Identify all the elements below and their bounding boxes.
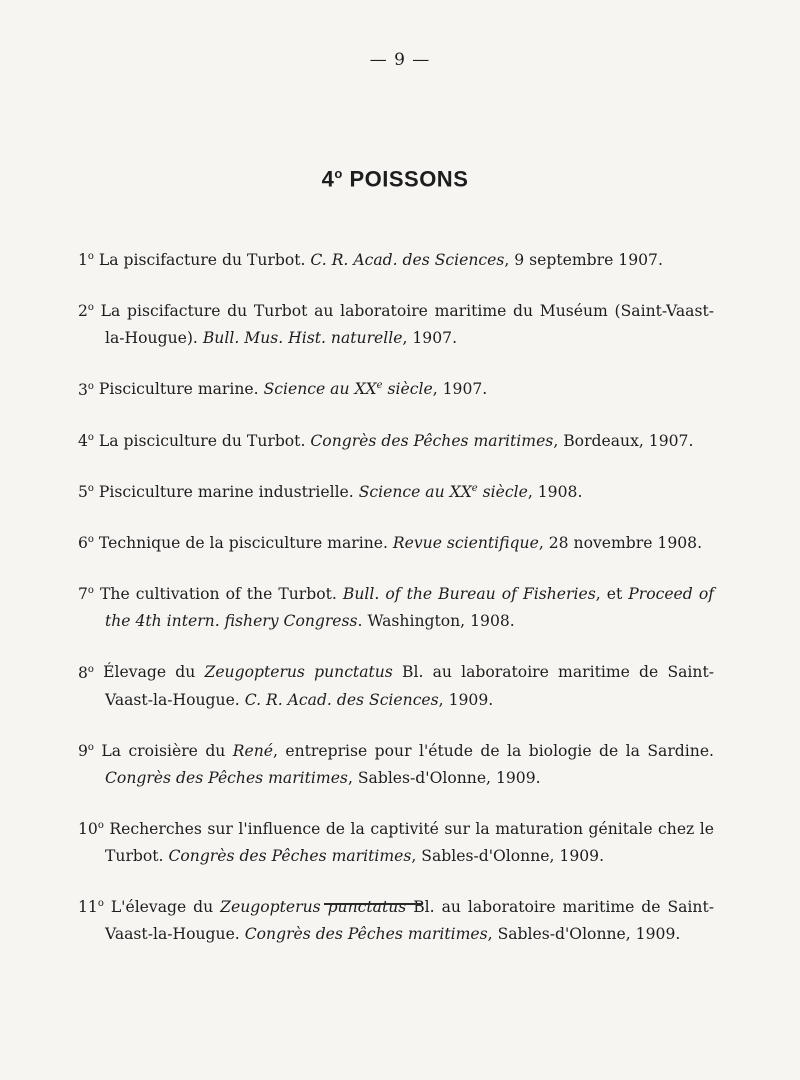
- entry-title-italic: Revue scientifique: [392, 534, 539, 553]
- entry-number: 1$^o$: [78, 251, 94, 270]
- entry-title-italic: e: [376, 380, 383, 392]
- entry-text: , et: [595, 585, 629, 604]
- section-ordinal: o: [334, 166, 343, 181]
- entry-title-italic: Congrès des Pêches maritimes: [105, 768, 348, 787]
- entry-text: The cultivation of the Turbot.: [100, 585, 343, 604]
- entry-title-italic: Zeugopterus punctatus: [204, 663, 393, 682]
- entry-title-italic: René: [232, 741, 274, 760]
- entry-title-italic: Congrès des Pêches maritimes: [244, 925, 488, 944]
- entry-text: La piscifacture du Turbot.: [98, 251, 311, 270]
- entry-title-italic: Bull. Mus. Hist. naturelle: [202, 329, 403, 348]
- entry-number: 10$^o$: [78, 819, 104, 838]
- entry-title-italic: C. R. Acad. des Sciences: [244, 690, 439, 709]
- entry-text: La pisciculture du Turbot.: [98, 431, 311, 450]
- entry-text: La croisière du: [101, 741, 233, 760]
- list-item: [78, 243, 714, 274]
- entry-number: 7$^o$: [78, 585, 94, 604]
- entry-number: 8$^o$: [78, 663, 94, 682]
- entry-number: 2$^o$: [78, 302, 94, 321]
- entry-text: L'élevage du: [110, 898, 221, 917]
- bibliography-list: [78, 243, 714, 968]
- entry-title-italic: Bull. of the Bureau of Fisheries: [342, 585, 596, 604]
- list-item: [78, 734, 714, 792]
- entry-text: . Washington, 1908.: [357, 612, 515, 631]
- entry-text: , entreprise pour l'étude de la biologie de la Sardine.: [273, 741, 714, 760]
- entry-text: , Sables-d'Olonne, 1909.: [487, 925, 681, 944]
- section-number: 4: [321, 166, 335, 192]
- entry-title-italic: Congrès des Pêches maritimes: [168, 846, 412, 865]
- section-title-text: POISSONS: [349, 166, 469, 192]
- entry-text: Bl. au laboratoire maritime de Saint-Vaast-la-Hougue.: [105, 898, 715, 944]
- entry-text: , Sables-d'Olonne, 1909.: [347, 768, 541, 787]
- entry-text: , 1907.: [432, 380, 488, 399]
- entry-text: La piscifacture du Turbot au laboratoire maritime du Muséum (Saint-Vaast-la-Hougue).: [100, 302, 714, 348]
- entry-title-italic: Science au XX: [263, 380, 377, 399]
- entry-number: 11$^o$: [78, 897, 104, 917]
- entry-text: Technique de la pisciculture marine.: [98, 534, 393, 553]
- list-item: [78, 577, 714, 635]
- entry-title-italic: Science au XX: [358, 482, 472, 501]
- list-item: [78, 475, 714, 506]
- list-item: [78, 424, 714, 455]
- entry-title-italic: e: [471, 482, 478, 494]
- entry-text: Pisciculture marine.: [98, 380, 264, 399]
- closing-rule: [324, 903, 422, 905]
- entry-number: 9$^o$: [78, 741, 94, 760]
- list-item: [78, 526, 714, 557]
- entry-text: Pisciculture marine industrielle.: [98, 482, 359, 501]
- list-item: [78, 372, 714, 403]
- list-item: [78, 812, 714, 870]
- entry-title-italic: siècle: [477, 482, 528, 501]
- entry-number: 5$^o$: [78, 482, 94, 501]
- entry-text: Bl. au laboratoire maritime de Saint-Vaast-la-Hougue.: [105, 663, 714, 709]
- entry-text: Recherches sur l'influence de la captivité sur la maturation génitale chez le Turbot.: [105, 819, 714, 865]
- entry-title-italic: C. R. Acad. des Sciences: [310, 251, 505, 270]
- entry-text: , Sables-d'Olonne, 1909.: [411, 846, 605, 865]
- entry-text: , 1907.: [402, 329, 458, 348]
- entry-number: 4$^o$: [78, 431, 94, 450]
- entry-number: 6$^o$: [78, 533, 94, 553]
- entry-title-italic: Zeugopterus punctatus: [220, 898, 407, 917]
- entry-title-italic: Proceed of the 4th intern. fishery Congress: [105, 585, 714, 631]
- entry-text: , 1908.: [527, 482, 583, 501]
- page-number: — 9 —: [369, 50, 431, 70]
- list-item: [78, 655, 714, 713]
- entry-text: , 28 novembre 1908.: [538, 534, 703, 553]
- entry-number: 3$^o$: [78, 380, 94, 399]
- entry-text: Élevage du: [103, 663, 205, 682]
- entry-title-italic: Congrès des Pêches maritimes: [310, 431, 554, 450]
- list-item: [78, 294, 714, 352]
- list-item: [78, 890, 714, 948]
- entry-title-italic: siècle: [382, 380, 433, 399]
- entry-text: , 1909.: [438, 690, 494, 709]
- entry-text: , 9 septembre 1907.: [504, 251, 663, 270]
- section-title: [0, 166, 790, 192]
- entry-text: , Bordeaux, 1907.: [553, 431, 694, 450]
